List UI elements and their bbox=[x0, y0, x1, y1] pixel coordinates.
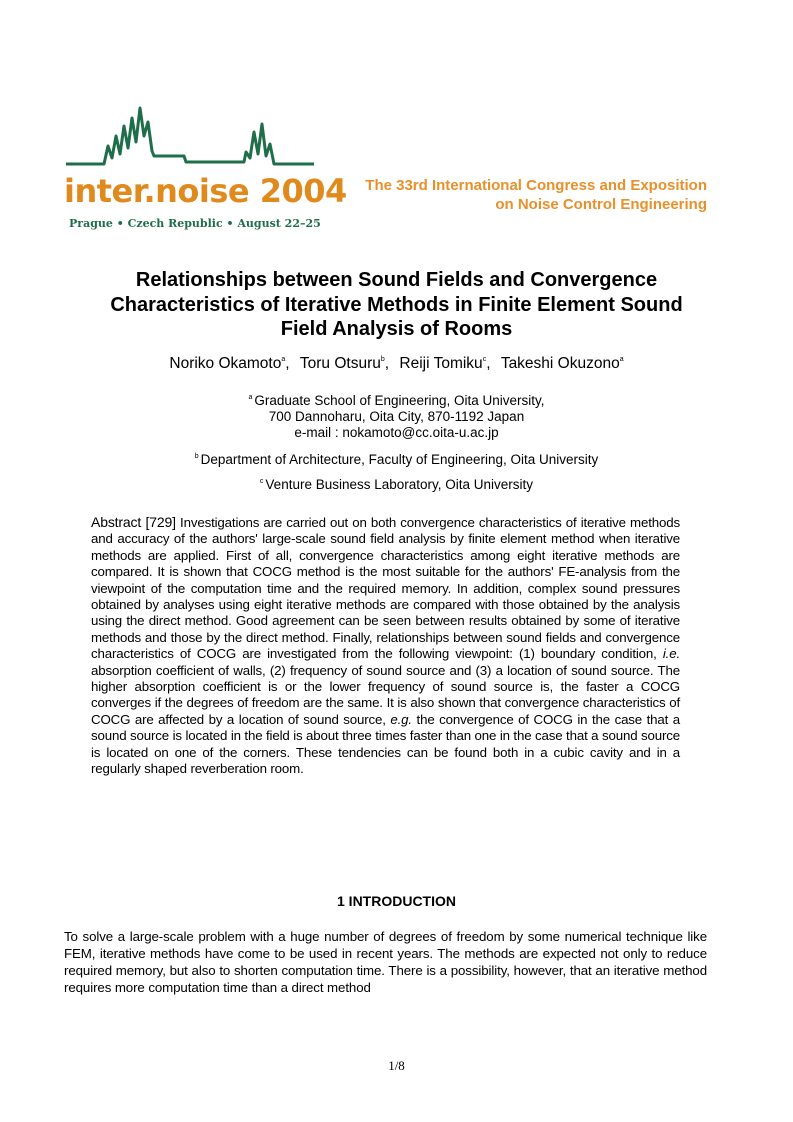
author: Takeshi Okuzono$^a$ bbox=[500, 355, 624, 372]
title-line-3: Field Analysis of Rooms bbox=[280, 318, 513, 340]
paper-title bbox=[40, 268, 753, 342]
logo-wordmark: inter.noise 2004 bbox=[64, 172, 347, 210]
contact-email: e-mail : nokamoto@cc.oita-u.ac.jp bbox=[294, 425, 499, 440]
waveform-skyline-icon bbox=[64, 96, 316, 176]
page-number: 1/8 bbox=[388, 1058, 405, 1073]
title-line-1: Relationships between Sound Fields and Convergence bbox=[135, 269, 658, 291]
introduction-paragraph: To solve a large-scale problem with a huge number of degrees of freedom by some numerical technique like FEM, iterative methods have come to be used in recent years. The methods are expected not only to reduce required memory, but also to shorten computation time. There is a possibility, however, that an iterative method requires more computation time than a direct method bbox=[64, 929, 707, 995]
congress-line-1: The 33rd International Congress and Exposition bbox=[365, 177, 707, 194]
author: Noriko Okamoto$^a$, bbox=[169, 355, 290, 372]
author-list bbox=[40, 355, 753, 373]
abstract: Abstract [729] Investigations are carried out on both convergence characteristics of iterative methods and accuracy of the authors' large-scale sound field analysis by finite element method when iterative methods are applied. First of all, convergence characteristics among eight iterative methods are compared. It is shown that COCG method is the most suitable for the authors' FE-analysis from the viewpoint of the computation time and the required memory. In addition, complex sound pressures obtained by analyses using eight iterative methods are compared with those obtained by the analysis using the direct method. Good agreement can be seen between results obtained by some of iterative methods and those by the direct method. Finally, relationships between sound fields and convergence characteristics of COCG are investigated from the following viewpoint: (1) boundary condition, i.e. absorption coefficient of walls, (2) frequency of sound source and (3) a location of sound source. The higher absorption coefficient is or the lower frequency of sound source is, the faster a COCG converges if the degrees of freedom are the same. It is also shown that convergence characteristics of COCG are affected by a location of sound source, e.g. the convergence of COCG in the case that a sound source is located in the field is about three times faster than one in the case that a sound source is located on one of the corners. These tendencies can be found both in a cubic cavity and in a regularly shaped reverberation room. bbox=[91, 514, 681, 777]
abstract-label: Abstract [729] bbox=[91, 514, 176, 530]
conference-logo bbox=[64, 96, 347, 236]
section-heading-introduction: 1 INTRODUCTION bbox=[337, 893, 456, 909]
affiliation-b: $^b$ Department of Architecture, Faculty of Engineering, Oita University bbox=[194, 452, 599, 467]
title-line-2: Characteristics of Iterative Methods in Finite Element Sound bbox=[110, 293, 683, 316]
affiliation-c: $^c$ Venture Business Laboratory, Oita University bbox=[259, 477, 534, 492]
congress-title bbox=[365, 176, 707, 214]
affiliation-a: $^a$ Graduate School of Engineering, Oita University, 700 Dannoharu, Oita City, 870-1192 Japan e-mail : nokamoto@cc.oita-u.ac.jp bbox=[40, 390, 753, 441]
logo-subline: Prague • Czech Republic • August 22–25 bbox=[69, 217, 321, 230]
author: Reiji Tomiku$^c$, bbox=[399, 355, 491, 372]
author: Toru Otsuru$^b$, bbox=[299, 355, 390, 372]
congress-line-2: on Noise Control Engineering bbox=[495, 196, 707, 213]
